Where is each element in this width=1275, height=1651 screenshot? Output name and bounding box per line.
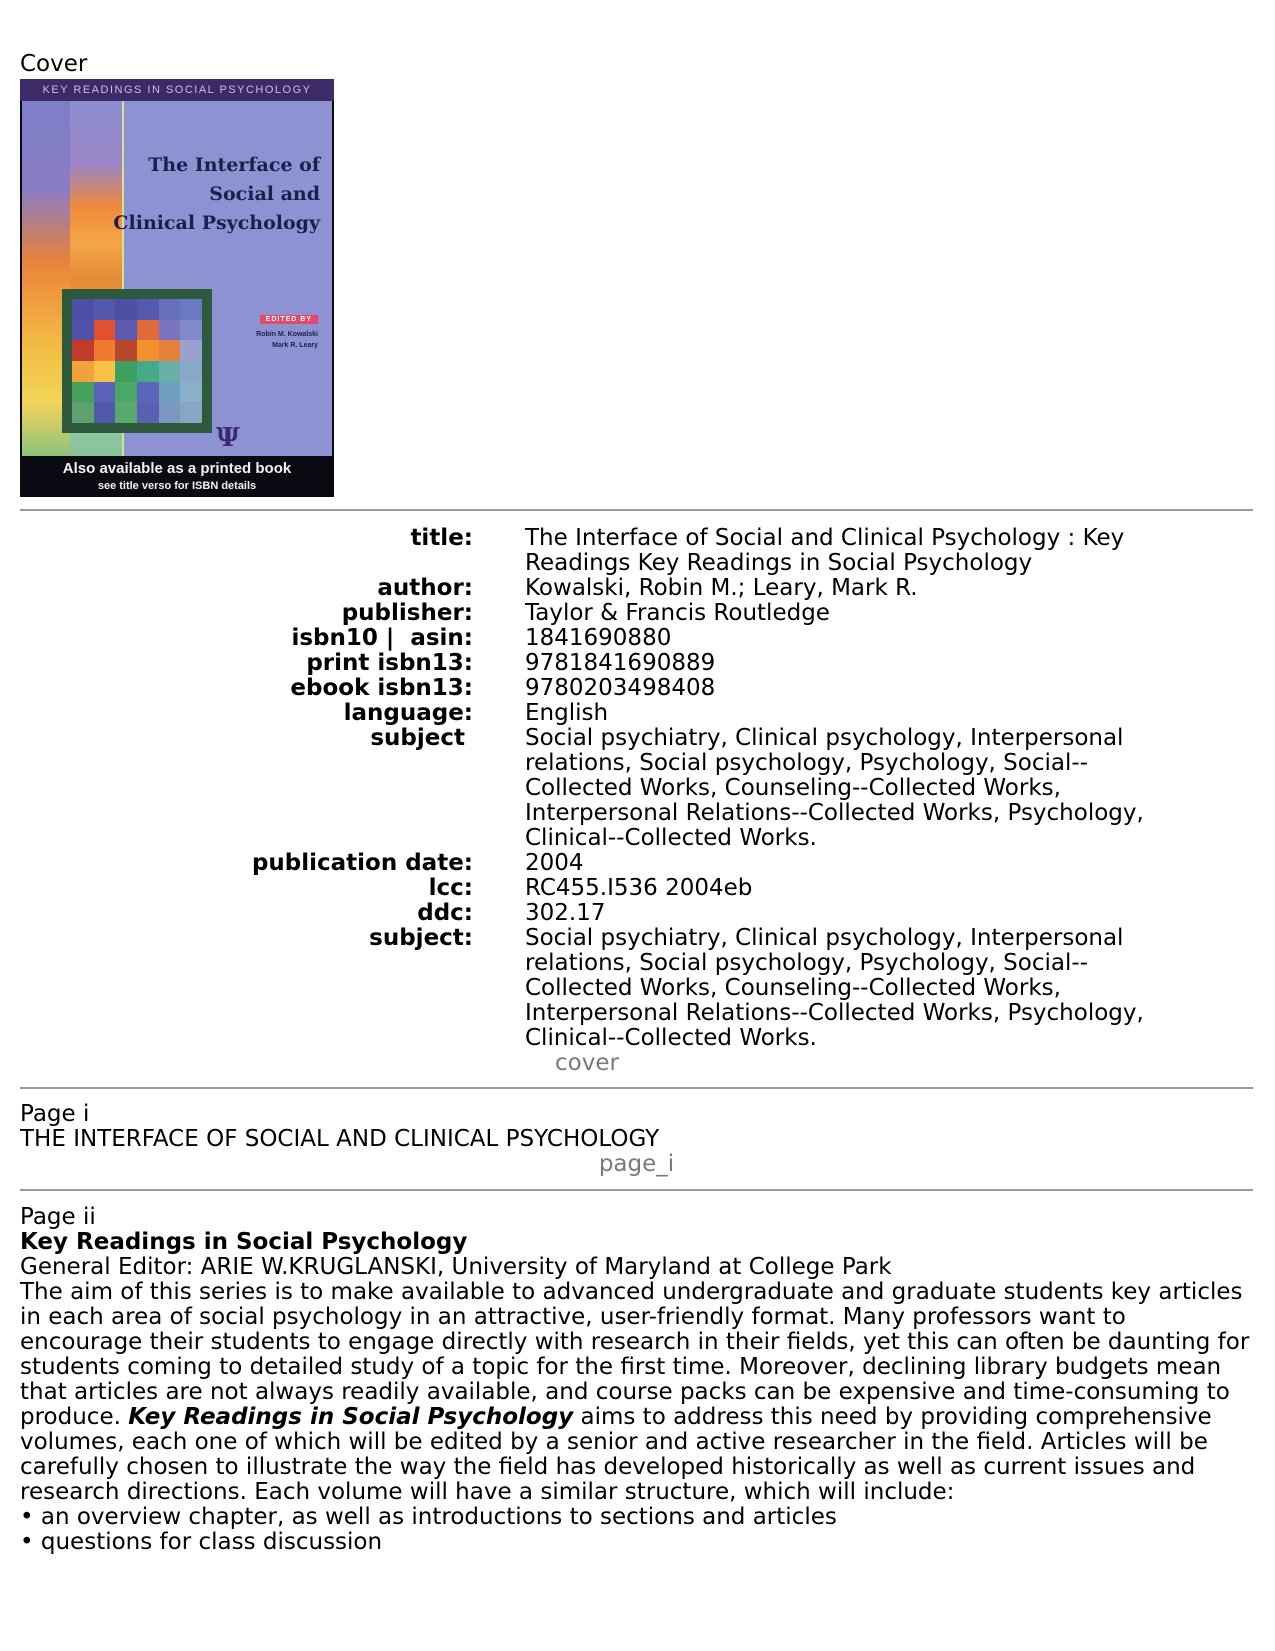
metadata-row-author: author: Kowalski, Robin M.; Leary, Mark R.: [377, 575, 918, 601]
metadata-row-subject-2: subject: Social psychiatry, Clinical psychology, Interpersonal relations, Social psychology, Psychology, Social--Collected Works, Counseling--Collected Works, Interpersonal Relations--Collected Works, Psychology, Clinical--Collected Works.: [369, 925, 1144, 1051]
metadata-row-publication-date: publication date: 2004: [251, 850, 584, 876]
metadata-row-publisher: publisher: Taylor & Francis Routledge: [341, 600, 830, 626]
page-i-label: Page i: [20, 1101, 90, 1127]
cover-edited-by-badge: EDITED BY: [260, 315, 318, 324]
cover-page-tag-row: [0, 1051, 1275, 1076]
cover-artwork: [22, 101, 332, 456]
cover-mosaic-frame: [62, 289, 212, 433]
bullet-item: • an overview chapter, as well as introductions to sections and articles: [20, 1504, 837, 1530]
cover-label: Cover: [20, 51, 88, 77]
page-ii-section: [20, 1205, 1253, 1555]
metadata-row-ebook-isbn13: ebook isbn13: 9780203498408: [290, 675, 716, 701]
page-tag-page-i: page_i: [598, 1151, 675, 1177]
metadata-row-ddc: ddc: 302.17: [417, 900, 606, 926]
metadata-table: [0, 526, 1275, 1076]
bullet-item: • questions for class discussion: [20, 1529, 383, 1555]
publisher-logo-icon: Ψ: [216, 423, 240, 453]
page-ii-heading: Key Readings in Social Psychology: [20, 1229, 468, 1255]
cover-image: [20, 79, 334, 497]
metadata-row-lcc: lcc: RC455.I536 2004eb: [428, 875, 753, 901]
cover-series-band: KEY READINGS IN SOCIAL PSYCHOLOGY: [20, 79, 334, 101]
page-ii-editor-line: General Editor: ARIE W.KRUGLANSKI, University of Maryland at College Park: [20, 1254, 892, 1280]
cover-footer: Also available as a printed book see title verso for ISBN details: [62, 460, 292, 492]
page-i-text: THE INTERFACE OF SOCIAL AND CLINICAL PSYCHOLOGY: [20, 1126, 660, 1152]
metadata-row-subject: subject Social psychiatry, Clinical psychology, Interpersonal relations, Social psychology, Psychology, Social--Collected Works, Counseling--Collected Works, Interpersonal Relations--Collected Works, Psychology, Clinical--Collected Works.: [370, 725, 1144, 851]
metadata-row-print-isbn13: print isbn13: 9781841690889: [306, 650, 716, 676]
page-ii-paragraph: The aim of this series is to make available to advanced undergraduate and graduate students key articles in each area of social psychology in an attractive, user-friendly format. Many professors want to encourage their students to engage directly with research in their fields, yet this can often be daunting for students coming to detailed study of a topic for the first time. Moreover, declining library budgets mean that articles are not always readily available, and course packs can be expensive and time-consuming to produce. Key Readings in Social Psychology aims to address this need by providing comprehensive volumes, each one of which will be edited by a senior and active researcher in the field. Articles will be carefully chosen to illustrate the way the field has developed historically as well as current issues and research directions. Each volume will have a similar structure, which will include:: [20, 1279, 1250, 1505]
divider: [20, 509, 1253, 511]
metadata-row-language: language: English: [343, 700, 609, 726]
metadata-row-isbn10: isbn10 | asin: 1841690880: [291, 625, 672, 651]
cover-editors: Robin M. Kowalski Mark R. Leary: [256, 331, 318, 349]
page-tag-cover: cover: [555, 1050, 619, 1076]
metadata-row-title: title: The Interface of Social and Clinical Psychology : Key Readings Key Readings in Social Psychology: [410, 525, 1125, 576]
divider: [20, 1087, 1253, 1089]
page-i-section: [20, 1102, 1253, 1177]
page-ii-label: Page ii: [20, 1204, 96, 1230]
divider: [20, 1189, 1253, 1191]
cover-title: The Interface of Social and Clinical Psychology: [113, 154, 320, 234]
